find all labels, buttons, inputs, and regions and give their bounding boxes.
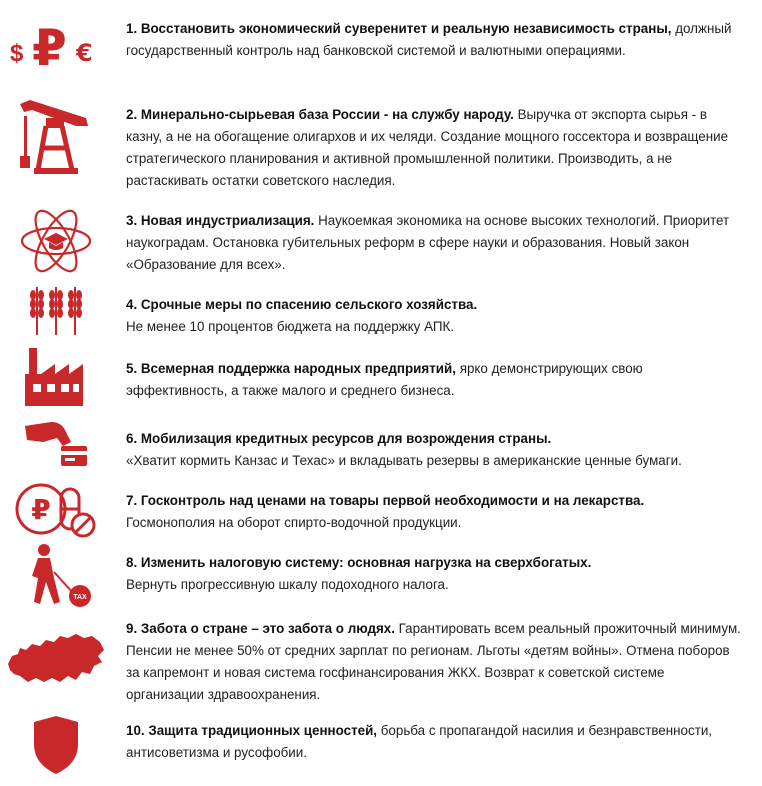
ruble-pill-icon <box>6 480 106 540</box>
list-item <box>0 344 762 414</box>
svg-text:₽: ₽ <box>31 493 51 526</box>
hand-card-icon <box>6 416 106 476</box>
svg-text:$: $ <box>10 40 24 67</box>
item-text <box>126 358 746 402</box>
list-item <box>0 90 762 200</box>
svg-text:€: € <box>76 39 93 67</box>
item-text <box>126 552 746 596</box>
list-item <box>0 414 762 480</box>
item-text <box>126 294 746 338</box>
list-item <box>0 284 762 344</box>
item-desc: Наукоемкая экономика на основе высоких технологий. Приоритет наукоградам. Остановка губительных реформ в сфере науки и образования. Новый закон «Образование для всех». <box>126 213 730 272</box>
tax-label: TAX <box>73 594 87 601</box>
item-desc: Гарантировать всем реальный прожиточный минимум. Пенсии не менее 50% от средних зарплат по регионам. Льготы «детям войны». Отмена поборов за капремонт и новая система госфинансирования ЖКХ. Возврат к советской системе организации здравоохранения. <box>126 621 741 702</box>
list-item <box>0 540 762 610</box>
item-desc: «Хватит кормить Канзас и Техас» и вкладывать резервы в американские ценные бумаги. <box>126 453 682 468</box>
item-title: 8. Изменить налоговую систему: основная нагрузка на сверхбогатых. <box>126 555 592 570</box>
item-desc: Госмонополия на оборот спирто-водочной продукции. <box>126 515 462 530</box>
item-desc: борьба с пропагандой насилия и безнравственности, антисоветизма и русофобии. <box>126 723 713 760</box>
list-item <box>0 0 762 90</box>
list-item <box>0 200 762 284</box>
wheat-icon <box>6 284 106 340</box>
item-title: 1. Восстановить экономический суверенитет и реальную независимость страны, <box>126 21 672 36</box>
item-desc: должный государственный контроль над банковской системой и валютными операциями. <box>126 21 732 58</box>
list-item <box>0 610 762 710</box>
item-text <box>126 18 746 62</box>
man-tax-weight-icon <box>6 542 106 608</box>
russia-map-icon <box>6 622 106 698</box>
item-title: 10. Защита традиционных ценностей, <box>126 723 378 738</box>
list-item <box>0 480 762 540</box>
list-item <box>0 710 762 786</box>
item-desc: ярко демонстрирующих свою эффективность, а также малого и среднего бизнеса. <box>126 361 643 398</box>
shield-icon <box>6 712 106 778</box>
oil-pump-icon <box>6 98 106 178</box>
item-title: 3. Новая индустриализация. <box>126 213 315 228</box>
item-text <box>126 618 746 706</box>
factory-icon <box>6 344 106 410</box>
svg-text:₽: ₽ <box>32 19 67 77</box>
item-title: 2. Минерально-сырьевая база России - на службу народу. <box>126 107 514 122</box>
item-desc: Выручка от экспорта сырья - в казну, а не на обогащение олигархов и их челяди. Создание мощного госсектора и возвращение стратегического планирования и активной промышленной политики. Производить, а не растаскивать остатки советского наследия. <box>126 107 729 188</box>
item-text <box>126 210 746 276</box>
item-desc: Не менее 10 процентов бюджета на поддержку АПК. <box>126 319 455 334</box>
item-title: 6. Мобилизация кредитных ресурсов для возрождения страны. <box>126 431 552 446</box>
item-text <box>126 720 746 764</box>
item-text <box>126 104 746 192</box>
item-title: 7. Госконтроль над ценами на товары первой необходимости и на лекарства. <box>126 493 645 508</box>
item-title: 4. Срочные меры по спасению сельского хозяйства. <box>126 297 478 312</box>
item-title: 9. Забота о стране – это забота о людях. <box>126 621 395 636</box>
item-text <box>126 428 746 472</box>
currency-icon <box>6 10 106 80</box>
atom-graduation-icon <box>6 202 106 280</box>
item-title: 5. Всемерная поддержка народных предприятий, <box>126 361 456 376</box>
item-desc: Вернуть прогрессивную шкалу подоходного налога. <box>126 577 449 592</box>
item-text <box>126 490 746 534</box>
